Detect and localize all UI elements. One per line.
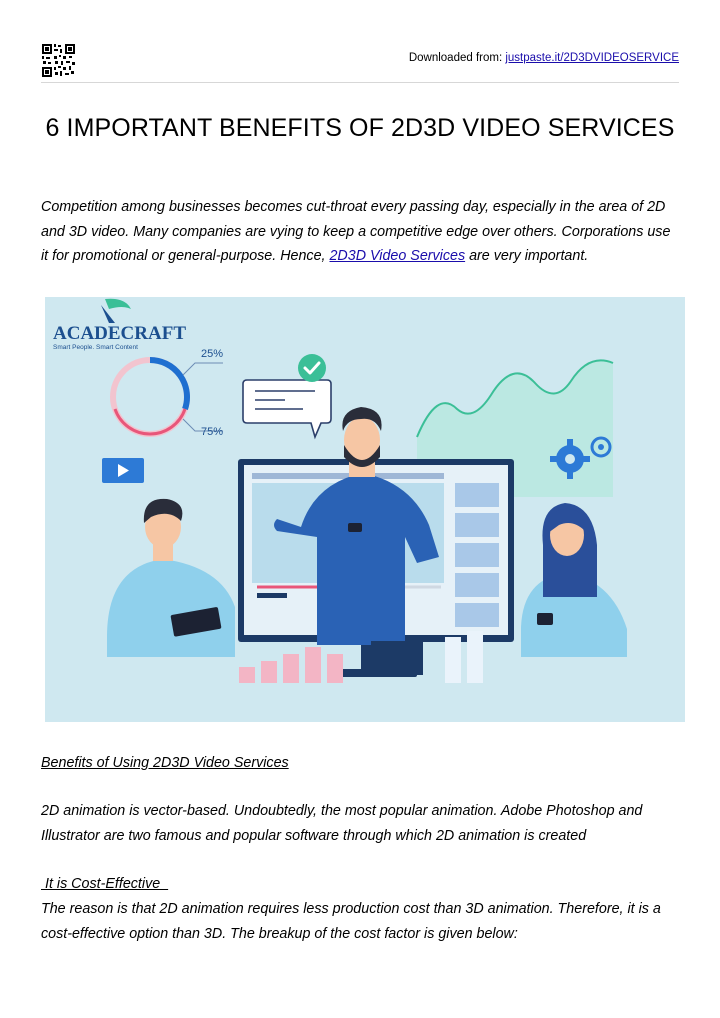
hero-illustration xyxy=(45,297,685,722)
chat-bubble-icon xyxy=(243,380,331,437)
page-title: 6 IMPORTANT BENEFITS OF 2D3D VIDEO SERVICES xyxy=(45,114,675,142)
intro-text: Competition among businesses becomes cut-throat every passing day, especially in the area of 2D and 3D video. Many companies are vying to keep a competitive edge over others. Corporations use it for promotional or general-purpose. Hence, xyxy=(41,199,671,264)
section-body-benefits: 2D animation is vector-based. Undoubtedly, the most popular animation. Adobe Photoshop and Illustrator are two famous and popular software through which 2D animation is created xyxy=(41,803,643,844)
header-divider xyxy=(41,82,679,83)
donut-label-top: 25% xyxy=(201,348,224,360)
play-icon xyxy=(102,458,144,483)
acadecraft-logo xyxy=(53,299,186,351)
section-heading-benefits: Benefits of Using 2D3D Video Services xyxy=(41,755,289,771)
intro-paragraph xyxy=(41,195,681,269)
source-link[interactable]: justpaste.it/2D3DVIDEOSERVICE xyxy=(505,52,679,64)
section-heading-cost-effective: It is Cost-Effective xyxy=(41,876,169,892)
donut-label-bottom: 75% xyxy=(201,426,224,438)
services-link[interactable]: 2D3D Video Services xyxy=(329,248,466,264)
qr-code-icon xyxy=(42,44,75,77)
donut-chart-graphic xyxy=(113,348,223,438)
right-figure xyxy=(521,503,627,657)
section-body-cost-effective: The reason is that 2D animation requires less production cost than 3D animation. Therefore, it is a cost-effective option than 3D. The breakup of the cost factor is given below: xyxy=(41,901,661,942)
check-icon xyxy=(298,354,326,382)
logo-tagline: Smart People. Smart Content xyxy=(53,344,138,351)
download-source-label: Downloaded from: xyxy=(408,52,506,64)
logo-text: ACADECRAFT xyxy=(53,323,186,344)
download-source xyxy=(409,52,679,64)
left-figure xyxy=(107,499,235,657)
intro-text-end: are very important. xyxy=(465,248,589,264)
